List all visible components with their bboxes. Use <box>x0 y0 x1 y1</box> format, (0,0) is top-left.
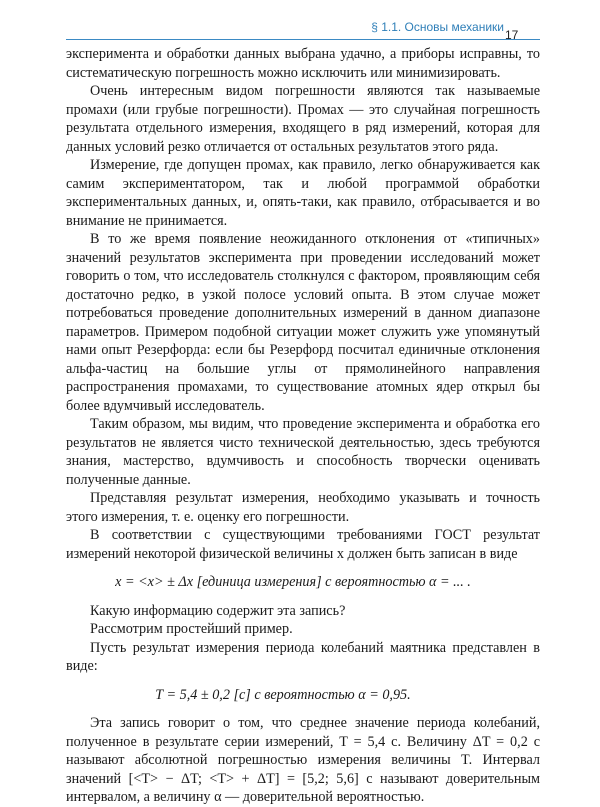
section-title: § 1.1. Основы механики <box>371 20 504 34</box>
header-rule <box>66 39 540 40</box>
paragraph-question: Какую информацию содержит эта запись? <box>90 602 346 619</box>
paragraph-5: Таким образом, мы видим, что проведение эксперимента и обработка его результатов не является чисто технической деятельностью, здесь требуются знания, мастерство, вдумчивость и способность творчески оценивать полученные данные. <box>66 416 540 488</box>
formula-measurement-notation: x = <x> ± Δx [единица измерения] с вероятностью α = ... . <box>115 574 471 590</box>
running-head <box>66 18 540 40</box>
paragraph-2: Очень интересным видом погрешности являются так называемые промахи (или грубые погрешности). Промах — это случайная погрешность результата отдельного измерения, входящего в ряд измерений, которая для данных условий резко отличается от остальных результатов этого ряда. <box>66 83 540 155</box>
page-number: 17 <box>505 28 519 42</box>
paragraph-example: Рассмотрим простейший пример. <box>90 621 293 637</box>
formula-period-result: T = 5,4 ± 0,2 [с] с вероятностью α = 0,95. <box>155 686 411 703</box>
paragraph-4: В то же время появление неожиданного отклонения от «типичных» значений результатов эксперимента при проведении исследований может говорить о том, что исследователь столкнулся с фактором, проявляющим себя достаточно редко, в узкой полосе условий опыта. В этом случае может потребоваться проведение дополнительных измерений в данном диапазоне параметров. Примером подобной ситуации может служить уже упомянутый нами опыт Резерфорда: если бы Резерфорд посчитал единичные отклонения альфа-частиц на большие углы от прямолинейного направления распространения промахами, то существование атомных ядер открыл бы более вдумчивый исследователь. <box>66 231 540 414</box>
paragraph-pendulum: Пусть результат измерения периода колебаний маятника представлен в виде: <box>66 639 540 674</box>
paragraph-1: эксперимента и обработки данных выбрана удачно, а приборы исправны, то систематическую погрешность можно исключить или минимизировать. <box>66 46 540 81</box>
paragraph-7: В соответствии с существующими требованиями ГОСТ результат измерений некоторой физической величины x должен быть записан в виде <box>66 527 540 562</box>
paragraph-6: Представляя результат измерения, необходимо указывать и точность этого измерения, т. е. оценку его погрешности. <box>66 490 540 525</box>
body-text <box>66 45 540 807</box>
paragraph-interpretation: Эта запись говорит о том, что среднее значение периода колебаний, полученное в результате серии измерений, T = 5,4 с. Величину ΔT = 0,2 с называют абсолютной погрешностью измерения величины T. Интервал значений [<T> − ΔT; <T> + ΔT] = [5,2; 5,6] с называют доверительным интервалом, а величину α — доверительной вероятностью. <box>66 715 540 805</box>
paragraph-3: Измерение, где допущен промах, как правило, легко обнаруживается как самим экспериментатором, так и любой программой обработки экспериментальных данных, и, опять-таки, как правило, отбрасывается и во внимание не принимается. <box>66 157 540 229</box>
